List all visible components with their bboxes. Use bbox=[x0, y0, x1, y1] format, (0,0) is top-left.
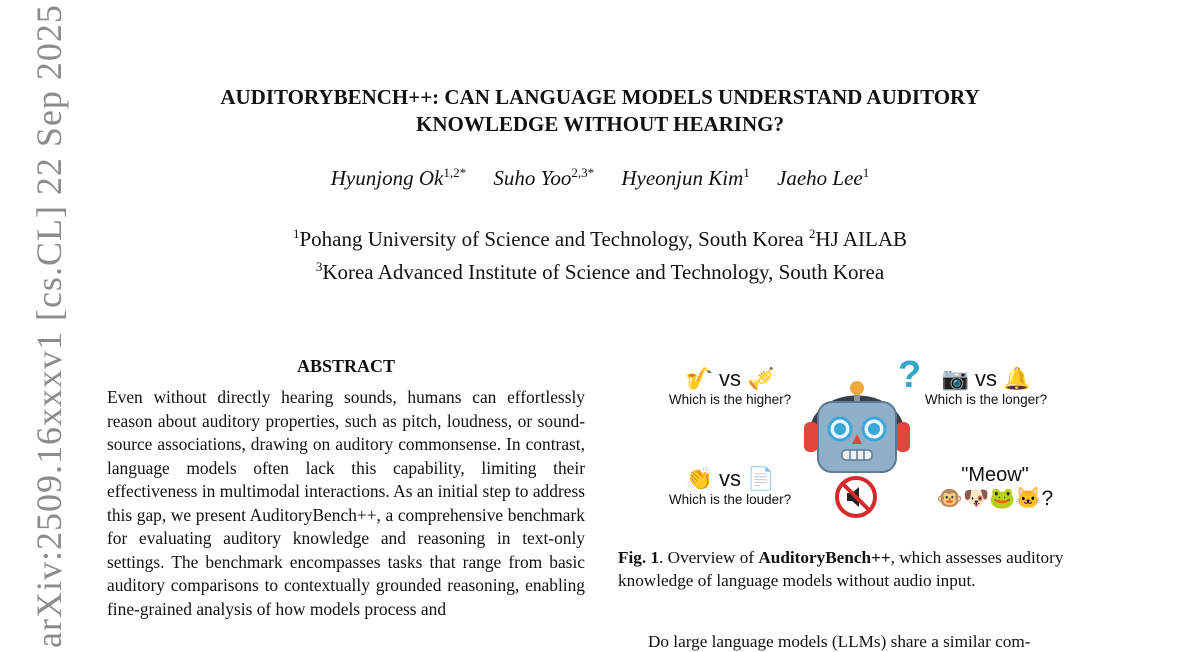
pitch-pair: 🎷 vs 🎺 bbox=[685, 366, 775, 391]
author-affil-mark: 2,3* bbox=[571, 165, 595, 180]
figure-1 bbox=[650, 356, 1070, 526]
affil-text: Korea Advanced Institute of Science and Technology, South Korea bbox=[322, 260, 885, 284]
pitch-comparison bbox=[650, 366, 810, 407]
loudness-pair: 👏 vs 📄 bbox=[685, 466, 775, 491]
figure-label: Fig. 1 bbox=[618, 548, 660, 567]
title-line-1: AUDITORYBENCH++: CAN LANGUAGE MODELS UNDERSTAND AUDITORY bbox=[220, 85, 980, 109]
affiliation-line-1 bbox=[150, 220, 1050, 253]
author bbox=[621, 166, 749, 190]
title-line-2: KNOWLEDGE WITHOUT HEARING? bbox=[416, 112, 784, 136]
introduction-text: Do large language models (LLMs) share a similar com- bbox=[648, 632, 1031, 651]
meow-text: "Meow" bbox=[961, 464, 1029, 486]
affil-mark: 1 bbox=[292, 226, 300, 241]
robot-headphones-icon bbox=[802, 374, 912, 478]
duration-caption: Which is the longer? bbox=[924, 392, 1048, 407]
author-name: Jaeho Lee bbox=[777, 166, 863, 190]
arxiv-stamp bbox=[28, 4, 72, 648]
caption-text: , which assesses auditory knowledge of language models without audio input. bbox=[618, 548, 1064, 590]
author bbox=[777, 166, 869, 190]
caption-text: . Overview of bbox=[659, 548, 759, 567]
affiliation-line-2 bbox=[150, 253, 1050, 286]
affil-mark: 2 bbox=[808, 226, 816, 241]
affil-mark: 3 bbox=[315, 259, 323, 274]
loudness-comparison bbox=[650, 466, 810, 507]
duration-comparison bbox=[914, 366, 1058, 407]
author-list bbox=[150, 165, 1050, 191]
pitch-caption: Which is the higher? bbox=[668, 392, 792, 407]
affiliations bbox=[150, 220, 1050, 286]
author-name: Hyeonjun Kim bbox=[621, 166, 744, 190]
author-name: Suho Yoo bbox=[493, 166, 572, 190]
author-affil-mark: 1 bbox=[743, 165, 750, 180]
muted-speaker-icon bbox=[834, 475, 878, 519]
author bbox=[331, 166, 466, 190]
figure-caption bbox=[618, 546, 1098, 592]
author bbox=[493, 166, 594, 190]
duration-pair: 📷 vs 🔔 bbox=[941, 366, 1031, 391]
author-affil-mark: 1,2* bbox=[443, 165, 467, 180]
author-affil-mark: 1 bbox=[862, 165, 870, 180]
affil-text: HJ AILAB bbox=[815, 227, 908, 251]
paper-title bbox=[150, 84, 1050, 138]
caption-benchmark-name: AuditoryBench++ bbox=[758, 548, 891, 567]
author-name: Hyunjong Ok bbox=[330, 166, 444, 190]
sound-source-question bbox=[920, 464, 1070, 511]
arxiv-stamp-text: arXiv:2509.16xxxv1 [cs.CL] 22 Sep 2025 bbox=[29, 4, 69, 648]
animal-options: 🐵🐶🐸🐱? bbox=[936, 487, 1054, 510]
loudness-caption: Which is the louder? bbox=[668, 492, 792, 507]
abstract-heading: ABSTRACT bbox=[296, 356, 396, 376]
question-mark: ? bbox=[898, 354, 922, 396]
affil-text: Pohang University of Science and Technology, South Korea bbox=[299, 227, 809, 251]
abstract-body: Even without directly hearing sounds, humans can effortlessly reason about auditory properties, such as pitch, loudness, or sound-source associations, drawing on auditory commonsense. In contrast, language models often lack this capability, limiting their effectiveness in multimodal interactions. As an initial step to address this gap, we present AuditoryBench++, a comprehensive benchmark for evaluating auditory knowledge and reasoning in text-only settings. The benchmark encompasses tasks that range from basic auditory comparisons to contextually grounded reasoning, enabling fine-grained analysis of how models process and bbox=[107, 387, 585, 619]
